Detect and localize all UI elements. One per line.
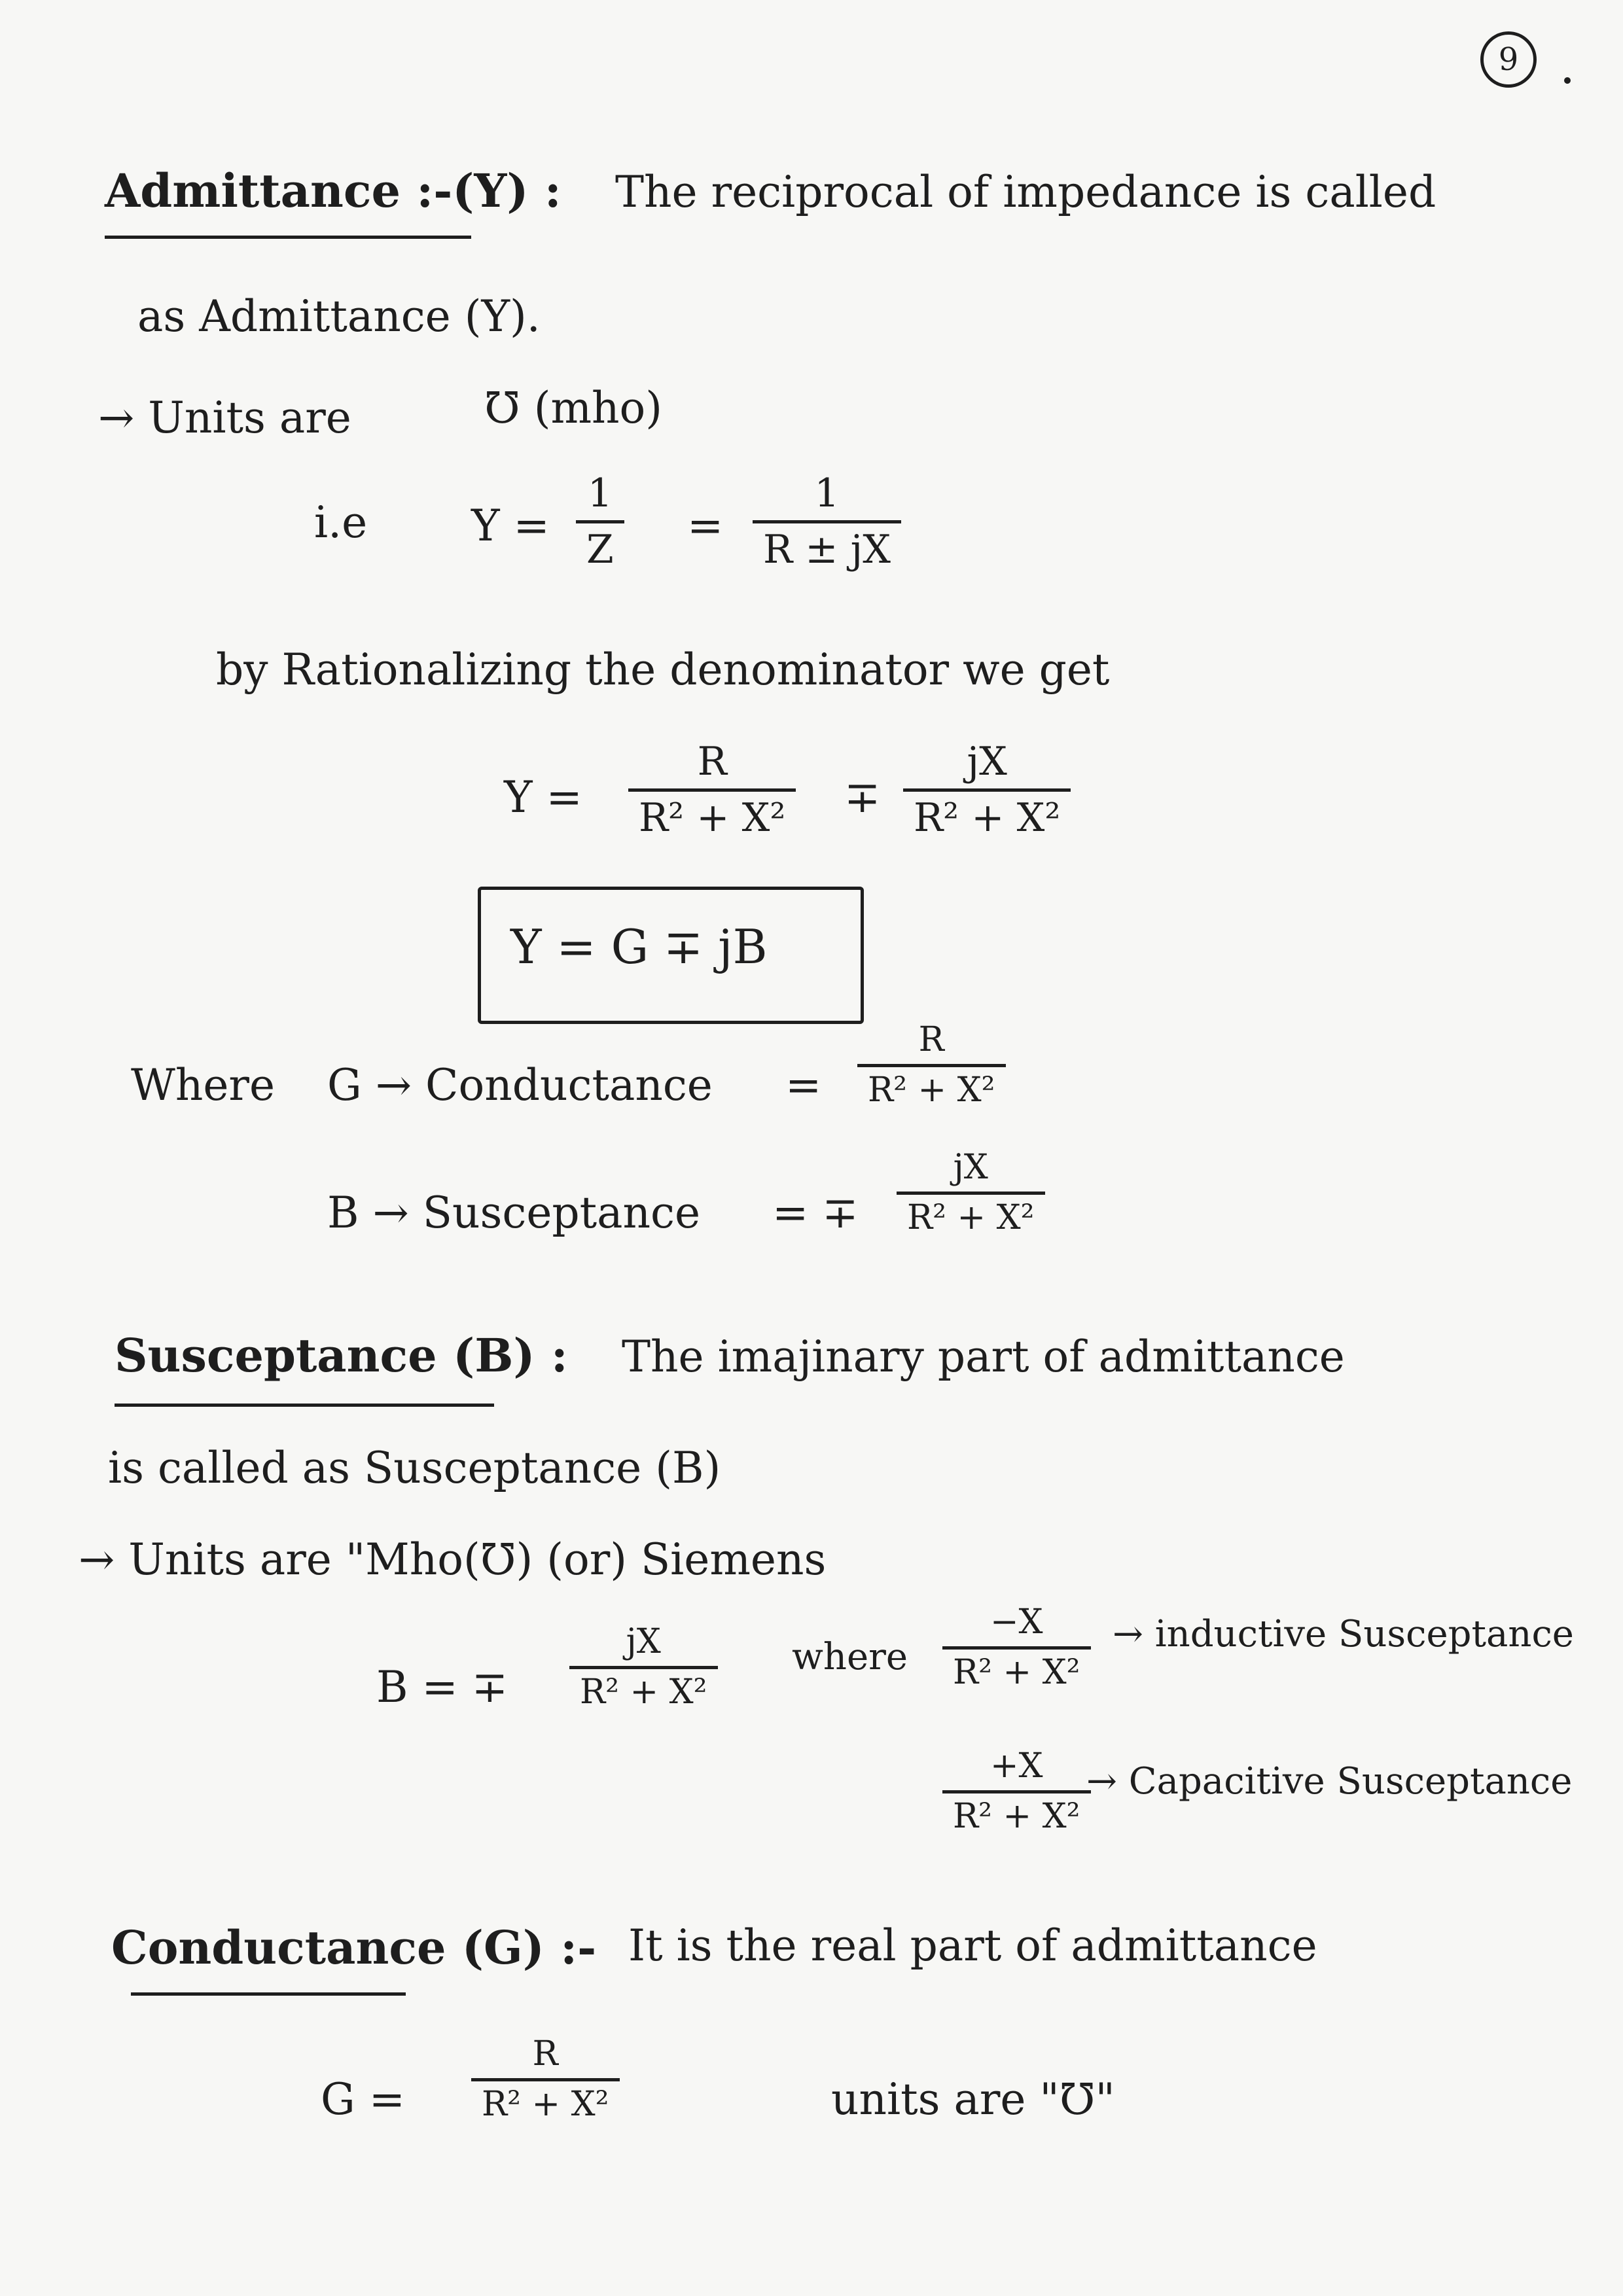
one-over-z-fraction: [576, 471, 624, 573]
capacitive-denominator: R² + X²: [953, 1796, 1080, 1836]
conductance-definition: It is the real part of admittance: [628, 1920, 1317, 1971]
page-number: [1480, 31, 1537, 88]
fraction-bar: [903, 788, 1071, 792]
one-over-z-numerator: 1: [587, 470, 613, 516]
real-part-denominator: R² + X²: [639, 795, 786, 841]
capacitive-fraction: [942, 1747, 1091, 1837]
one-over-impedance-fraction: [753, 471, 901, 573]
inductive-fraction: [942, 1603, 1091, 1693]
admittance-units-label: → Units are: [98, 393, 351, 443]
susceptance-definition-line2: is called as Susceptance (B): [108, 1443, 721, 1493]
susceptance-equals: = ∓: [772, 1188, 859, 1238]
capacitive-susceptance-label: → Capacitive Susceptance: [1086, 1760, 1573, 1803]
susceptance-units: → Units are "Mho(℧) (or) Siemens: [79, 1534, 827, 1585]
fraction-bar: [471, 2078, 620, 2081]
susceptance-definition-line1: The imajinary part of admittance: [622, 1332, 1345, 1382]
inductive-susceptance-label: → inductive Susceptance: [1113, 1613, 1574, 1655]
fraction-bar: [942, 1790, 1091, 1793]
equals-sign: =: [687, 501, 724, 551]
conductance-label: G → Conductance: [327, 1060, 713, 1110]
imaginary-part-denominator: R² + X²: [914, 795, 1061, 841]
rationalize-text: by Rationalizing the denominator we get: [216, 645, 1110, 695]
conductance-equals: =: [785, 1060, 822, 1110]
conductance-heading-underline: [131, 1992, 406, 1996]
conductance-numerator: R: [918, 1020, 944, 1059]
susceptance-heading-underline: [115, 1404, 494, 1407]
fraction-bar: [942, 1646, 1091, 1650]
y-equals-rationalized: Y =: [504, 772, 582, 822]
susceptance-denominator: R² + X²: [907, 1197, 1035, 1237]
minus-plus-sign: ∓: [844, 772, 881, 822]
fraction-bar: [628, 788, 796, 792]
g-equals: G =: [321, 2074, 406, 2125]
one-over-z-denominator: Z: [586, 527, 614, 573]
g-numerator: R: [532, 2034, 558, 2074]
y-equals: Y =: [471, 501, 550, 551]
one-over-impedance-denominator: R ± jX: [763, 527, 891, 573]
conductance-heading: Conductance (G) :-: [111, 1920, 597, 1975]
fraction-bar: [857, 1064, 1006, 1067]
admittance-definition-line1: The reciprocal of impedance is called: [615, 167, 1436, 217]
susceptance-fraction: [897, 1148, 1045, 1238]
admittance-heading-underline: [105, 236, 471, 239]
fraction-bar: [753, 520, 901, 523]
fraction-bar: [897, 1192, 1045, 1195]
susceptance-label: B → Susceptance: [327, 1188, 701, 1238]
inductive-denominator: R² + X²: [953, 1652, 1080, 1692]
where-susceptance-label: where: [792, 1636, 908, 1678]
admittance-units-value: ℧ (mho): [484, 383, 663, 433]
conductance-fraction: [857, 1021, 1006, 1110]
ie-label: i.e: [314, 497, 368, 548]
admittance-heading: Admittance :-(Y) :: [105, 164, 562, 218]
susceptance-heading: Susceptance (B) :: [115, 1328, 568, 1383]
susceptance-numerator: jX: [953, 1148, 988, 1187]
b-equals: B = ∓: [376, 1662, 508, 1712]
fraction-bar: [569, 1666, 718, 1669]
capacitive-numerator: +X: [990, 1746, 1043, 1786]
b-numerator: jX: [626, 1622, 661, 1661]
real-part-fraction: [628, 739, 796, 841]
g-denominator: R² + X²: [482, 2084, 609, 2124]
g-fraction: [471, 2035, 620, 2125]
real-part-numerator: R: [697, 739, 727, 785]
conductance-denominator: R² + X²: [868, 1070, 995, 1110]
page-number-text: 9: [1498, 41, 1519, 78]
b-fraction: [569, 1623, 718, 1712]
page-number-dot: [1564, 77, 1571, 84]
inductive-numerator: −X: [990, 1602, 1043, 1642]
boxed-result-text: Y = G ∓ jB: [510, 919, 768, 974]
imaginary-part-fraction: [903, 739, 1071, 841]
b-denominator: R² + X²: [580, 1672, 707, 1712]
conductance-units: units are "℧": [831, 2074, 1115, 2125]
one-over-impedance-numerator: 1: [814, 470, 840, 516]
where-label: Where: [131, 1060, 276, 1110]
imaginary-part-numerator: jX: [967, 739, 1007, 785]
fraction-bar: [576, 520, 624, 523]
admittance-definition-line2: as Admittance (Y).: [137, 291, 541, 342]
